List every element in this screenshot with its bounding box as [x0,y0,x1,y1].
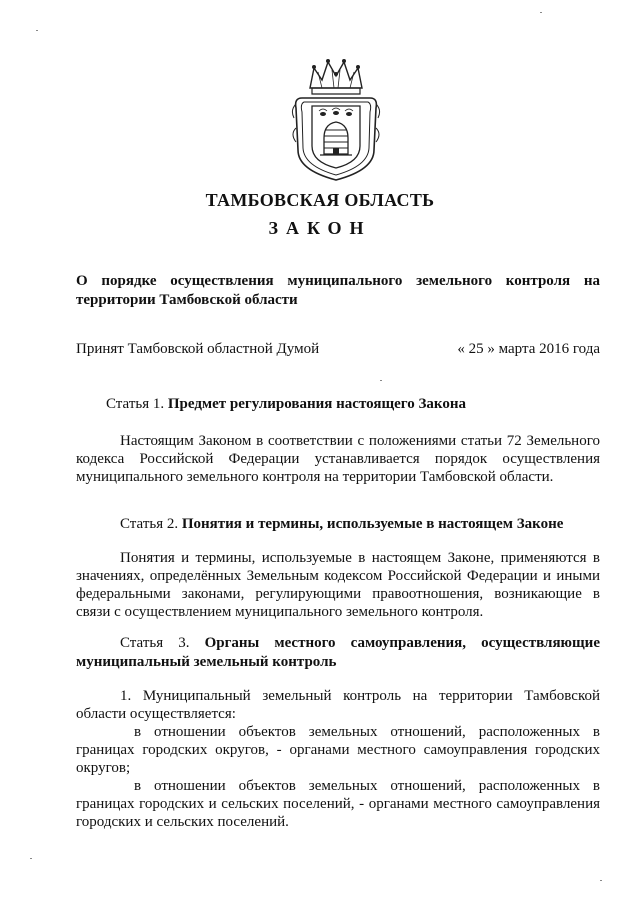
scan-speck [540,12,542,13]
article-2-number: Статья 2. [120,516,179,532]
article-1-heading [106,395,466,414]
list-item: в отношении объектов земельных отношений, расположенных в границах городских округов, - органами местного самоуправления городских округов; [76,724,600,776]
law-title: О порядке осуществления муниципального земельного контроля на территории Тамбовской области [76,273,600,308]
article-1-title: Предмет регулирования настоящего Закона [167,396,466,412]
adoption-line [76,340,600,359]
scan-speck [600,880,602,881]
article-3-number: Статья 3. [120,635,190,651]
adopted-by-text: Принят Тамбовской областной Думой [76,341,320,357]
article-3-body [76,687,600,831]
article-3-title: Органы местного самоуправления, осуществляющие муниципальный земельный контроль [76,635,600,670]
article-3-heading [76,634,600,672]
article-1-body [76,432,600,486]
list-item: в отношении объектов земельных отношений, расположенных в границах городских и сельских поселений, - органами местного самоуправления городских и сельских поселений. [76,778,600,830]
article-3-list [76,723,600,831]
scan-speck [30,858,32,859]
article-1-number: Статья 1. [106,396,165,412]
region-title: ТАМБОВСКАЯ ОБЛАСТЬ [205,190,435,210]
article-3-paragraph-1: 1. Муниципальный земельный контроль на территории Тамбовской области осуществляется: [76,688,600,722]
document-type-heading: ЗАКОН [268,218,372,238]
scan-speck [380,380,382,381]
article-2-title: Понятия и термины, используемые в настоящем Законе [181,516,564,532]
article-2-heading [120,515,563,534]
adoption-date: « 25 » марта 2016 года [457,341,600,357]
article-2-paragraph: Понятия и термины, используемые в настоящем Законе, применяются в значениях, определённых Земельным кодексом Российской Федерации и иными федеральными законами, регулирующими правоотношения, возникающие в связи с осуществлением муниципального земельного контроля. [76,550,600,620]
article-1-paragraph: Настоящим Законом в соответствии с положениями статьи 72 Земельного кодекса Российской Федерации устанавливается порядок осуществления муниципального земельного контроля на территории Тамбовской области. [76,433,600,485]
tambov-oblast-coat-of-arms-icon [288,58,384,184]
scan-speck [36,30,38,31]
article-2-body [76,549,600,621]
